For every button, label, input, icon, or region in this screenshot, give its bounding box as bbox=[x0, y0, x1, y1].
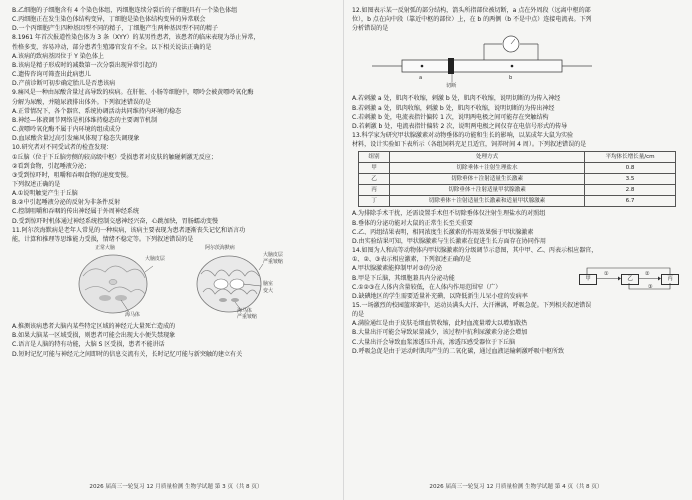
question-15 bbox=[352, 301, 680, 356]
question-14-line: A.甲状腺激素能抑制甲对③的分泌 bbox=[352, 265, 442, 273]
left-page-line: ③受到惊吓时，咀嚼和吞咽食物的速度变慢。 bbox=[12, 171, 133, 179]
table-cell: 乙 bbox=[359, 174, 390, 185]
question-11-option-line: C.语言是人脑的特有功能，大脑 S 区受损，患者不能讲话 bbox=[12, 341, 165, 349]
question-13-option-line: D.由实验结果可知，甲状腺激素与生长激素在促进生长方面存在协同作用 bbox=[352, 237, 546, 245]
left-page-line: C.丙细胞正在发生染色体结构变异，丁细胞是染色体结构变异的异常联会 bbox=[12, 16, 206, 24]
question-15-line: 15.一场激烈的校园篮球赛中，运动员满头大汗、大汗淋漓，呼吸急促。下列相关叙述错误 bbox=[352, 301, 592, 309]
question-13-option-line: C.乙、丙组结果表明，相同浓度生长激素的作用效果强于甲状腺激素 bbox=[352, 228, 534, 236]
question-15-line: D.呼吸急促是由于运动时肌肉产生的二氧化碳，通过血液运输刺激呼吸中枢所致 bbox=[352, 347, 565, 355]
table-cell: 丁 bbox=[359, 196, 390, 207]
question-12-option-line: B.若刺激 a 处，肌肉收缩，刺激 b 处，肌肉不收缩，说明切断的为传出神经 bbox=[352, 104, 555, 112]
table-cell: 切除垂体＋注射适量生长激素和适量甲状腺激素 bbox=[390, 196, 585, 207]
hormone-regulation-diagram bbox=[578, 265, 678, 291]
table-row bbox=[359, 174, 676, 185]
brain-figure bbox=[12, 246, 340, 320]
question-14-line: C.①②③在人体内含量较低，在人体内作用范围窄（广） bbox=[352, 283, 502, 291]
label-ventricle-enlarged: 变大 bbox=[263, 288, 273, 295]
chain-box-yi: 乙 bbox=[621, 274, 639, 285]
right-footer: 2026 届高三一轮复习 12 月质量检测 生物学试题 第 4 页（共 8 页） bbox=[429, 484, 603, 490]
left-page-line: B.该病是精子形成时的减数第一次分裂出现异常引起的 bbox=[12, 61, 158, 69]
label-point-b: b bbox=[509, 75, 513, 82]
chain-label-2: ② bbox=[645, 271, 650, 278]
label-normal-brain: 正常大脑 bbox=[95, 245, 115, 252]
table-cell: 0.8 bbox=[585, 163, 676, 174]
label-ad-hippocampus-shrink: 严重皱缩 bbox=[237, 314, 257, 321]
left-page-line: D.产前诊断可初步确定胎儿是否患该病 bbox=[12, 80, 116, 88]
left-page-line: C.控制咀嚼和吞咽的传出神经属于外周神经系统 bbox=[12, 208, 139, 216]
question-11-option-line: B.如果大脑某一区域受损，则患者可能会出现大小便失禁现象 bbox=[12, 332, 176, 340]
left-page-line: 10.研究者对不同受试者的检查发现： bbox=[12, 144, 113, 152]
left-page-line: 性格多变，容易冲动，部分患者生殖器官发育不全。以下相关说法正确的是 bbox=[12, 43, 212, 51]
label-ad-hippocampus: 海马体 bbox=[237, 308, 252, 315]
label-ventricle: 脑室 bbox=[263, 281, 273, 288]
table-cell: 2.8 bbox=[585, 185, 676, 196]
question-12-options bbox=[352, 94, 680, 131]
left-page-line: 11.阿尔茨海默病是老年人常见的一种疾病，该病主要表现为患者逐渐丧失记忆和语言功 bbox=[12, 226, 246, 234]
left-page-line: B.神经—体液调节网络是机体维持稳态的主要调节机制 bbox=[12, 116, 158, 124]
left-page-line: ①丘脑（位于下丘脑旁侧的较高级中枢）受损患者对皮肤的触碰刺激无反应； bbox=[12, 153, 217, 161]
left-page-line: 分解为尿酸，并随尿液排出体外。下列叙述错误的是 bbox=[12, 98, 152, 106]
left-page-line: 下列叙述正确的是 bbox=[12, 180, 61, 188]
left-page-line: D.血尿酸含量过高引发痛风体现了稳态失调现象 bbox=[12, 135, 140, 143]
question-14-line: B.甲是下丘脑，其细胞兼具内分泌功能 bbox=[352, 274, 455, 282]
table-header-row bbox=[359, 152, 676, 163]
left-page-line: B.②中引起唾液分泌的反射为非条件反射 bbox=[12, 199, 121, 207]
question-14 bbox=[352, 246, 680, 301]
left-page-line: 能，计算和推理等思维能力受损，情绪不稳定等。下列叙述错误的是 bbox=[12, 235, 194, 243]
table-row bbox=[359, 163, 676, 174]
question-13-option-line: B.垂体的分泌功能对大鼠的正常生长至关重要 bbox=[352, 219, 473, 227]
label-cortex: 大脑皮层 bbox=[145, 256, 165, 263]
nerve-figure bbox=[352, 34, 680, 92]
question-13-stem bbox=[352, 131, 680, 149]
table-cell: 切除垂体＋注射适量生长激素 bbox=[390, 174, 585, 185]
page-divider bbox=[343, 0, 344, 500]
left-page-line: 9.痛风是一种由尿酸含量过高导致的疾病。在肝脏、小肠等细胞中，嘌呤会被黄嘌呤氧化酶 bbox=[12, 89, 254, 97]
table-body bbox=[359, 163, 676, 207]
question-12-line: 分析错误的是 bbox=[352, 25, 389, 33]
question-12-line: 12.如图表示某一反射弧的部分结构，箭头所指部位被切断，a 点在外周段（远离中枢的部 bbox=[352, 7, 591, 14]
question-15-line: C.大量出汗会导致血浆渗透压升高，渗透压感受器位于下丘脑 bbox=[352, 338, 516, 346]
question-11-option-line: A.推测该病患者大脑内某些特定区域的神经元大量死亡造成的 bbox=[12, 323, 176, 331]
table-cell: 切除垂体＋注射生理盐水 bbox=[390, 163, 585, 174]
question-15-line: 的是 bbox=[352, 311, 365, 319]
table-row bbox=[359, 196, 676, 207]
left-page-line: A.该病的致病基因位于 Y 染色体上 bbox=[12, 52, 104, 60]
label-ad-cortex: 大脑皮层 bbox=[263, 252, 283, 259]
left-page-line: B.乙细胞的子细胞含有 4 个染色体组，丙细胞连续分裂后的子细胞具有一个染色体组 bbox=[12, 7, 238, 14]
table-cell: 6.7 bbox=[585, 196, 676, 207]
right-page bbox=[352, 6, 680, 476]
header-growth: 平均体长增长量/cm bbox=[585, 152, 676, 163]
question-13-option-line: A.为排除手术干扰，还需设置手术但不切除垂体仅注射生理盐水的对照组 bbox=[352, 210, 546, 218]
question-12-option-line: D.若刺激 b 处，电流表指针偏转 2 次，说明两电极之间仅存在电信号形式的传导 bbox=[352, 122, 568, 130]
left-page-line: 8.1961 年首次报道性染色体为 3 条（XYY）的某男性患者，该患者的临床表现为举止异常， bbox=[12, 34, 260, 42]
question-13-options bbox=[352, 209, 680, 246]
question-14-line: 14.如图为人和高等动物体内甲状腺激素的分级调节示意图，其中甲、乙、丙表示相应器官， bbox=[352, 247, 598, 255]
left-text-block bbox=[12, 6, 340, 244]
question-12-stem bbox=[352, 6, 680, 33]
chain-label-1: ① bbox=[604, 271, 609, 278]
label-alzheimer-brain: 阿尔茨海默病 bbox=[205, 245, 235, 252]
question-11-option-line: D.短时记忆可能与神经元之间即时的信息交流有关，长时记忆可能与新突触的建立有关 bbox=[12, 350, 243, 358]
table-cell: 切除垂体＋注射适量甲状腺激素 bbox=[390, 185, 585, 196]
label-cut: 切断 bbox=[446, 83, 457, 90]
left-page-line: C.黄嘌呤氧化酶不属于内环境的组成成分 bbox=[12, 126, 121, 134]
table-cell: 丙 bbox=[359, 185, 390, 196]
label-hippocampus: 海马体 bbox=[125, 312, 140, 319]
question-13-line: 13.科学家为研究甲状腺激素对动物垂体的功能和生长的影响，以某成年大鼠为实验 bbox=[352, 132, 574, 140]
table-cell: 3.5 bbox=[585, 174, 676, 185]
normal-brain-figure bbox=[65, 246, 167, 320]
table-cell: 甲 bbox=[359, 163, 390, 174]
left-page-line: C.遗传咨询可筛查出此病患儿 bbox=[12, 71, 91, 79]
left-text-after-figure bbox=[12, 322, 340, 359]
chain-label-3: ③ bbox=[648, 284, 653, 291]
alzheimer-brain-figure bbox=[185, 246, 287, 320]
question-14-line: D.缺碘地区的学生需要适量补充碘，以降低新生儿呆小症的发病率 bbox=[352, 292, 528, 300]
question-12-option-line: C.若刺激 b 处，电流表指针偏转 1 次，说明两电极之间可能存在突触结构 bbox=[352, 113, 549, 121]
chain-box-jia: 甲 bbox=[579, 274, 597, 285]
question-12-line: 位），b 点在向中段（靠近中枢的部位）上，在 b 的两侧（b 不是中点）连接电流表。下列 bbox=[352, 16, 592, 24]
left-page-line: D.一个丙细胞产生四种基因型不同的精子，丁细胞产生两种基因型不同的精子 bbox=[12, 25, 218, 33]
header-group: 组别 bbox=[359, 152, 390, 163]
left-page bbox=[12, 6, 340, 476]
header-treatment: 处理方式 bbox=[390, 152, 585, 163]
label-point-a: a bbox=[419, 75, 423, 82]
question-13-line: 材料，设计实验如下表所示（各组饲料充足且适宜，饲养时间 4 周）。下列叙述错误的是 bbox=[352, 141, 587, 149]
experiment-table bbox=[358, 151, 676, 207]
left-footer: 2026 届高三一轮复习 12 月质量检测 生物学试题 第 3 页（共 8 页） bbox=[89, 484, 263, 490]
question-15-line: B.大量出汗可能会导致尿量减少，该过程中抗利尿激素分泌会增加 bbox=[352, 329, 528, 337]
question-12-option-line: A.若刺激 a 处，肌肉不收缩，刺激 b 处，肌肉不收缩，说明切断的为传入神经 bbox=[352, 95, 561, 103]
left-page-line: A.正常情况下，各个器官、系统协调活动共同维持内环境的稳态 bbox=[12, 107, 182, 115]
question-14-line: ①、②、③表示相应激素，下列叙述正确的是 bbox=[352, 256, 471, 264]
reflex-arc-drawing bbox=[352, 34, 680, 92]
left-page-line: D.受到惊吓时机体通过神经系统控制交感神经兴奋，心跳加快，胃肠蠕动变慢 bbox=[12, 217, 218, 225]
question-15-line: A.满脸通红是由于皮肤毛细血管收缩，此时血流量增大以增加散热 bbox=[352, 320, 528, 328]
left-page-line: ②看到食物，引起唾液分泌； bbox=[12, 162, 90, 170]
left-page-line: A.①说明触觉产生于丘脑 bbox=[12, 190, 78, 198]
label-ad-cortex-shrink: 严重皱缩 bbox=[263, 259, 283, 266]
table-row bbox=[359, 185, 676, 196]
chain-box-bing: 丙 bbox=[661, 274, 679, 285]
